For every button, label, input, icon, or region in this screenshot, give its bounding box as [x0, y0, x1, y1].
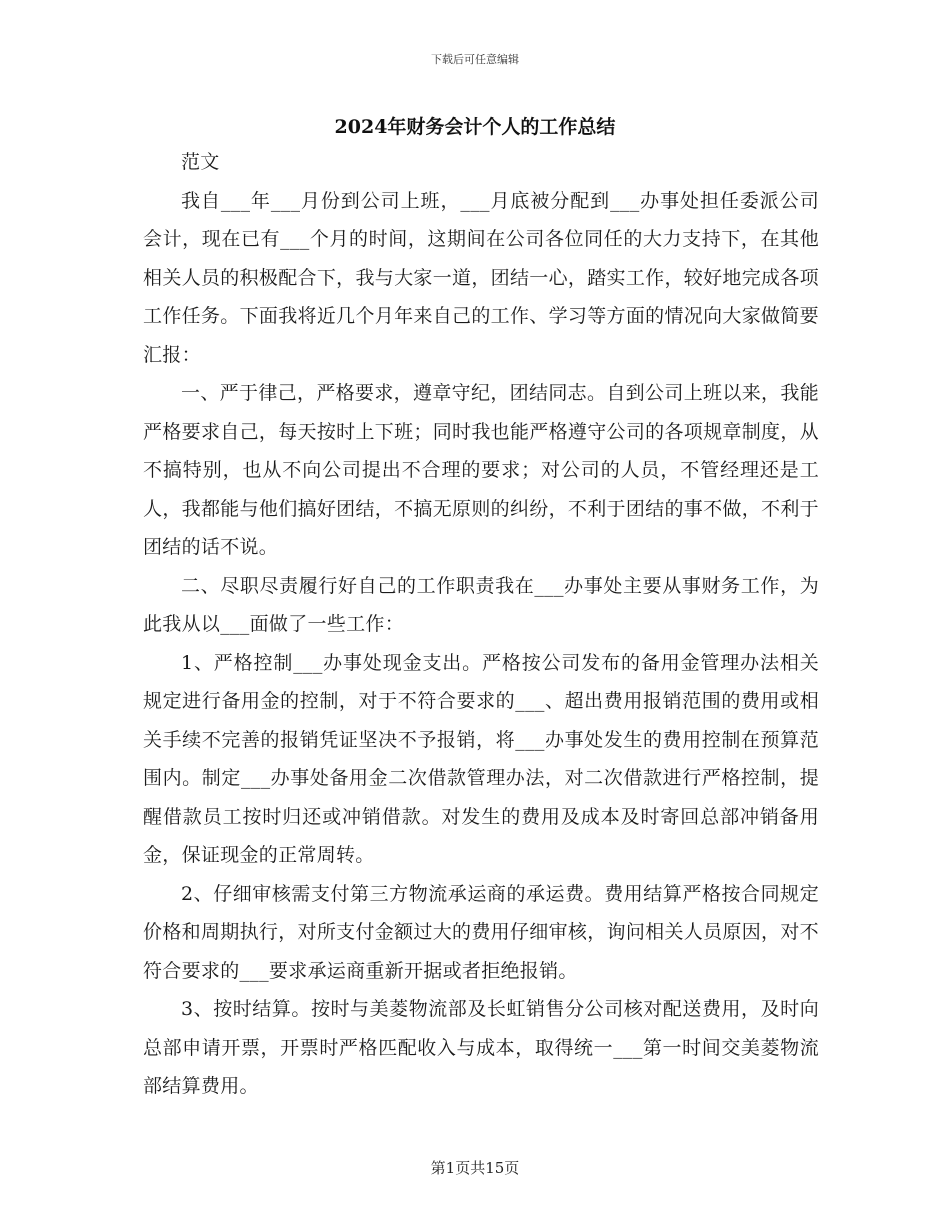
document-body: [143, 143, 819, 1106]
paragraph-item-3: 3、按时结算。按时与美菱物流部及长虹销售分公司核对配送费用，及时向总部申请开票，开票时严格匹配收入与成本，取得统一___第一时间交美菱物流部结算费用。: [143, 998, 819, 1097]
paragraph-label: 范文: [181, 151, 220, 173]
page-header: 下载后可任意编辑: [431, 53, 519, 66]
paragraph-section-2: 二、尽职尽责履行好自己的工作职责我在___办事处主要从事财务工作，为此我从以___面做了一些工作：: [143, 574, 819, 635]
paragraph-intro: 我自___年___月份到公司上班，___月底被分配到___办事处担任委派公司会计，现在已有___个月的时间，这期间在公司各位同任的大力支持下，在其他相关人员的积极配合下，我与大家一道，团结一心，踏实工作，较好地完成各项工作任务。下面我将近几个月年来自己的工作、学习等方面的情况向大家做简要汇报：: [143, 189, 819, 366]
paragraph-item-2: 2、仔细审核需支付第三方物流承运商的承运费。费用结算严格按合同规定价格和周期执行，对所支付金额过大的费用仔细审核，询问相关人员原因，对不符合要求的___要求承运商重新开据或者拒绝报销。: [143, 882, 819, 982]
paragraph-section-1: 一、严于律己，严格要求，遵章守纪，团结同志。自到公司上班以来，我能严格要求自己，每天按时上下班；同时我也能严格遵守公司的各项规章制度，从不搞特别，也从不向公司提出不合理的要求；对公司的人员，不管经理还是工人，我都能与他们搞好团结，不搞无原则的纠纷，不利于团结的事不做，不利于团结的话不说。: [143, 382, 819, 558]
page-footer: 第1页共15页: [430, 1159, 520, 1177]
paragraph-item-1: 1、严格控制___办事处现金支出。严格按公司发布的备用金管理办法相关规定进行备用金的控制，对于不符合要求的___、超出费用报销范围的费用或相关手续不完善的报销凭证坚决不予报销，将___办事处发生的费用控制在预算范围内。制定___办事处备用金二次借款管理办法，对二次借款进行严格控制，提醒借款员工按时归还或冲销借款。对发生的费用及成本及时寄回总部冲销备用金，保证现金的正常周转。: [143, 651, 819, 866]
document-title: 2024年财务会计个人的工作总结: [334, 116, 616, 138]
